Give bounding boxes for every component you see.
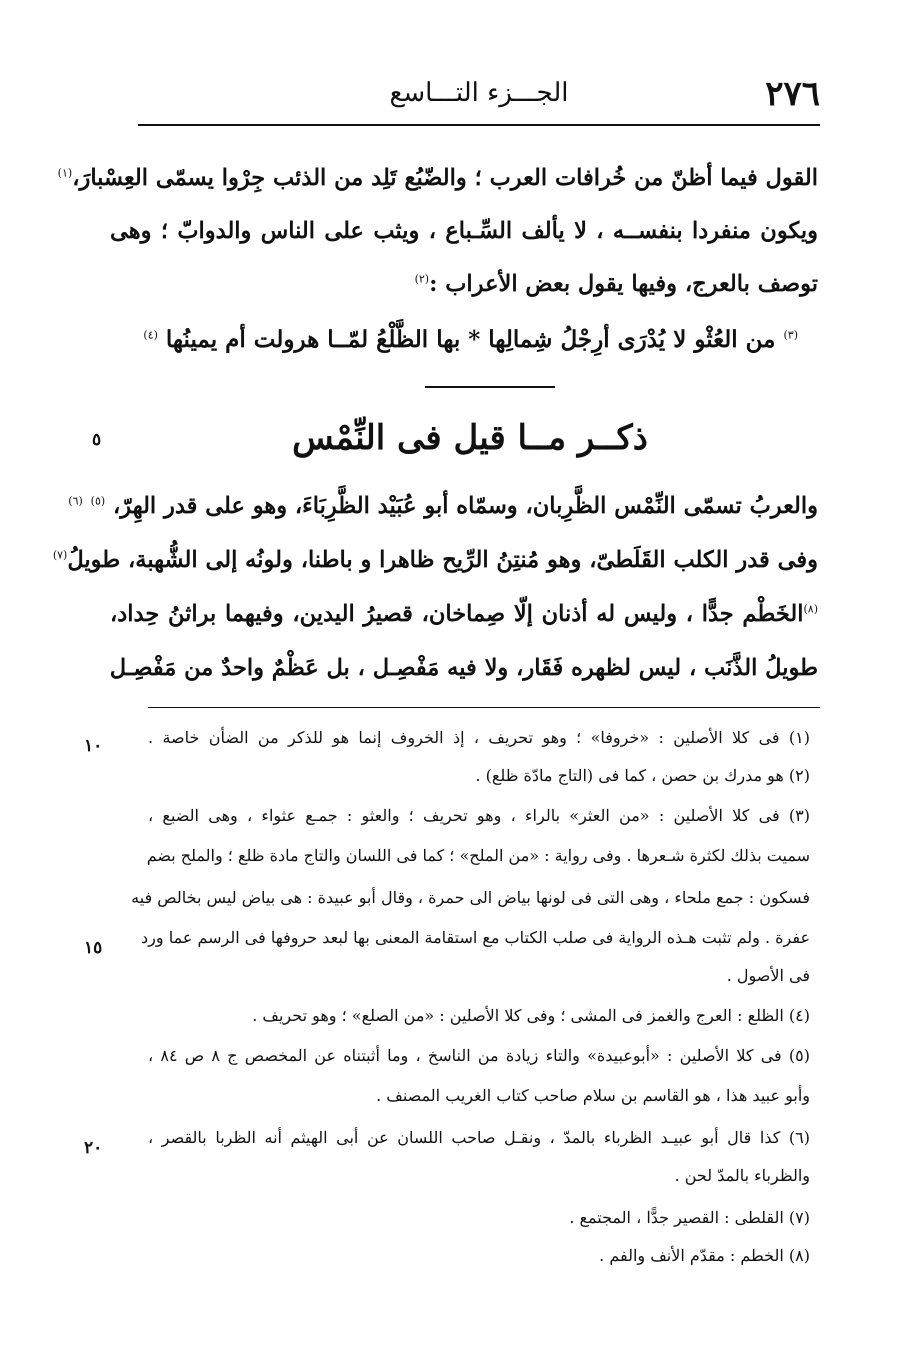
running-title: الجـــزء التـــاسع [389,78,569,108]
footnote-7: (٧) القلطى : القصير جدًّا ، المجتمع . [569,1208,810,1227]
footnote-3-line-3: فسكون : جمع ملحاء ، وهى التى فى لونها بياض الى حمرة ، وقال أبو عبيدة : هى بياض ليس بخالص فيه [131,888,810,907]
footnote-3-line-2: سميت بذلك لكثرة شـعرها . وفى رواية : «من الملح» ؛ كما فى اللسان والتاج مادة ظلع ؛ والملح بضم [146,846,810,865]
verse-line: $^{(٣)}$ من العُثْو لا يُدْرَى أرِجْلُ شِمالِها * بها الظَّلْعُ لمّــا هرولت أم يمينُها $^{(٤)}$ [143,326,798,353]
footnote-6-line-2: والظرباء بالمدّ لحن . [674,1166,810,1185]
footnote-ref-3: (٣) [783,328,798,342]
section-heading: ذكــر مــا قيل فى النِّمْس [292,418,648,458]
margin-line-number: ٢٠ [84,1138,103,1158]
footnote-ref-5: (٥) [90,494,106,508]
footnote-4: (٤) الظلع : العرج والغمز فى المشى ؛ وفى كلا الأصلين : «من الصلع» ؛ وهو تحريف . [252,1006,810,1025]
margin-line-number: ١٥ [84,938,103,958]
footnote-5-line-1: (٥) فى كلا الأصلين : «أبوعبيدة» والتاء زيادة من الناسخ ، وما أثبتناه عن المخصص ج ٨ ص ٨٤ ، [148,1046,811,1065]
footnote-8: (٨) الخطم : مقدّم الأنف والفم . [599,1246,810,1265]
margin-line-number: ٥ [92,430,102,450]
footnote-ref-4: (٤) [143,328,158,342]
section-line-4: طويلُ الذَّنَب ، ليس لظهره فَقَار، ولا فيه مَفْصِـل ، بل عَظْمٌ واحدٌ من مَفْصِـل [109,655,818,681]
footnote-ref-7: (٧) [52,548,68,562]
header-rule [138,124,820,126]
footnote-5-line-2: وأبو عبيد هذا ، هو القاسم بن سلام صاحب كتاب الغريب المصنف . [376,1086,810,1105]
footnote-ref-6: (٦) [68,494,83,508]
footnote-2: (٢) هو مدرك بن حصن ، كما فى (التاج مادّة ظلع) . [475,766,810,785]
footnote-ref-1: (١) [57,166,73,180]
page-header [138,72,820,120]
section-line-3: $^{(٨)}$الخَطْم جدًّا ، وليس له أذنان إلّا صِماخان، قصيرُ اليدين، وفيهما براثنُ حِداد، [110,601,818,627]
body-line-3: توصف بالعرج، وفيها يقول بعض الأعراب :$^{(٢)}$ [414,271,818,297]
footnote-3-line-5: فى الأصول . [726,966,810,985]
page-number: ٢٧٦ [765,74,820,114]
footnote-ref-8: (٨) [803,602,818,616]
margin-line-number: ١٠ [84,736,103,756]
footnote-ref-2: (٢) [414,272,430,286]
footnote-3-line-1: (٣) فى كلا الأصلين : «من العثر» بالراء ، وهو تحريف ؛ والعثو : جمـع عثواء ، وهى الضبع ، [148,806,810,825]
footnote-1: (١) فى كلا الأصلين : «خروفا» ؛ وهو تحريف ، إذ الخروف إنما هو للذكر من الضأن خاصة . [148,728,810,747]
footnote-6-line-1: (٦) كذا قال أبو عبيـد الظرباء بالمدّ ، ونقـل صاحب اللسان عن أبى الهيثم أنه الظربا بالقصر ، [148,1128,810,1147]
footnote-3-line-4: عفرة . ولم تثبت هـذه الرواية فى صلب الكتاب مع استقامة المعنى بها لبعد حروفها فى الرسم عما ورد [141,928,810,947]
body-line-2: ويكون منفردا بنفســه ، لا يألف السِّـباع ، ويثب على الناس والدوابّ ؛ وهى [110,218,818,244]
body-line-1: القول فيما أظنّ من خُرافات العرب ؛ والضّبُع تَلِد من الذئب جِرْوا يسمّى العِسْبارَ،$^{(١)}$ [57,165,818,191]
verse-divider [425,386,555,388]
footnote-separator [148,707,820,708]
section-line-1: والعربُ تسمّى النِّمْس الظَّرِبان، وسمّاه أبو عُبَيْد الظَّرِبَاءَ، وهو على قدر الهِرّ، $^{(٥)}$ $^{(٦)}$ [68,493,818,519]
section-line-2: وفى قدر الكلب القَلَطىّ، وهو مُنتِنُ الرِّيح ظاهرا و باطنا، ولونُه إلى الشُّهبة، طويلُ$^{(٧)}$ [52,547,818,573]
